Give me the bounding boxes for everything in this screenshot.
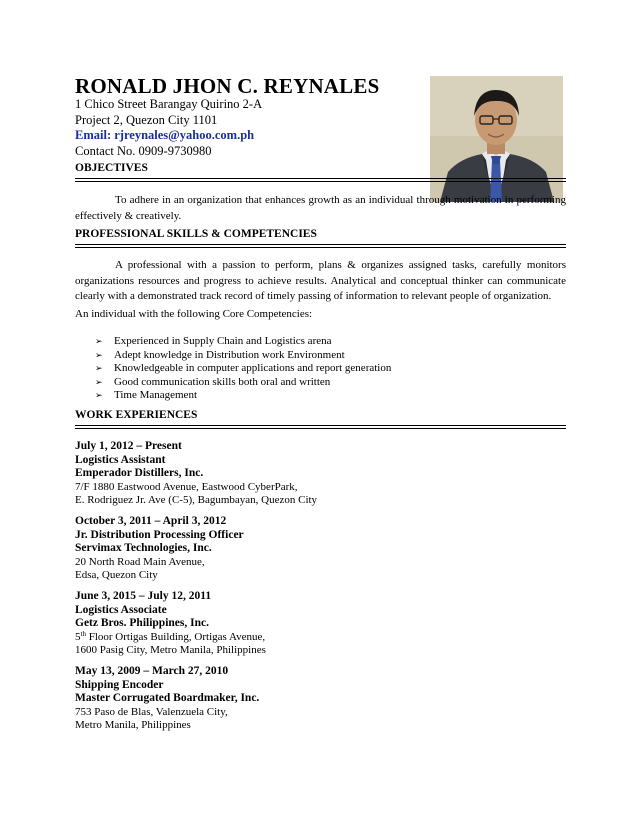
list-item bbox=[95, 349, 391, 363]
objectives-title: OBJECTIVES bbox=[75, 162, 148, 174]
arrow-bullet-icon: ➢ bbox=[95, 390, 103, 400]
job-company: Servimax Technologies, Inc. bbox=[75, 542, 212, 554]
job-address-2: E. Rodriguez Jr. Ave (C-5), Bagumbayan, Quezon City bbox=[75, 494, 318, 506]
applicant-photo bbox=[430, 76, 563, 202]
job-company: Getz Bros. Philippines, Inc. bbox=[75, 617, 209, 629]
applicant-name: RONALD JHON C. REYNALES bbox=[75, 74, 380, 98]
floor-number: 5 bbox=[75, 630, 81, 643]
email-line[interactable]: Email: rjreynales@yahoo.com.ph bbox=[75, 128, 255, 142]
skills-body: A professional with a passion to perform, plans & organizes assigned tasks, carefully monitors organizations resources and progress to achieve results. Analytical and conceptual thinker can communicate clearly with a demonstrated track record of timely passing of information to relevant people of organization. bbox=[75, 259, 566, 302]
competency-text: Good communication skills both oral and written bbox=[114, 375, 331, 388]
job-company: Master Corrugated Boardmaker, Inc. bbox=[75, 692, 260, 704]
arrow-bullet-icon: ➢ bbox=[95, 363, 103, 373]
job-address-1 bbox=[75, 631, 266, 645]
skills-title: PROFESSIONAL SKILLS & COMPETENCIES bbox=[75, 228, 317, 240]
competencies-intro: An individual with the following Core Competencies: bbox=[75, 308, 313, 320]
competency-text: Time Management bbox=[114, 389, 197, 401]
job-dates: May 13, 2009 – March 27, 2010 bbox=[75, 665, 229, 677]
arrow-bullet-icon: ➢ bbox=[95, 376, 103, 387]
job-dates: July 1, 2012 – Present bbox=[75, 440, 182, 452]
competency-text: Knowledgeable in computer applications and report generation bbox=[114, 362, 392, 374]
job-address-2: Metro Manila, Philippines bbox=[75, 719, 191, 731]
list-item bbox=[95, 362, 391, 376]
job-address-1: 20 North Road Main Avenue, bbox=[75, 555, 205, 568]
job-position: Shipping Encoder bbox=[75, 678, 164, 691]
arrow-bullet-icon: ➢ bbox=[95, 349, 103, 360]
contact-number: Contact No. 0909-9730980 bbox=[75, 143, 212, 158]
job-position: Logistics Assistant bbox=[75, 453, 166, 466]
job-dates: June 3, 2015 – July 12, 2011 bbox=[75, 590, 212, 602]
address-line-1: 1 Chico Street Barangay Quirino 2-A bbox=[75, 97, 263, 111]
list-item bbox=[95, 335, 391, 349]
job-address-2: Edsa, Quezon City bbox=[75, 569, 158, 581]
competency-list bbox=[95, 335, 391, 403]
job-entry bbox=[75, 440, 317, 508]
job-address-1: 753 Paso de Blas, Valenzuela City, bbox=[75, 705, 228, 718]
floor-suffix: th bbox=[80, 629, 86, 638]
job-entry bbox=[75, 590, 266, 658]
objectives-text bbox=[75, 193, 566, 224]
job-position: Logistics Associate bbox=[75, 603, 167, 616]
address-line-2: Project 2, Quezon City 1101 bbox=[75, 112, 218, 127]
competency-text: Experienced in Supply Chain and Logistics arena bbox=[114, 335, 332, 347]
address-rest: Floor Ortigas Building, Ortigas Avenue, bbox=[85, 630, 266, 643]
job-address-1: 7/F 1880 Eastwood Avenue, Eastwood CyberPark, bbox=[75, 480, 298, 493]
list-item bbox=[95, 376, 391, 390]
job-entry bbox=[75, 515, 244, 583]
list-item bbox=[95, 389, 391, 403]
objectives-divider bbox=[75, 178, 566, 182]
work-divider bbox=[75, 425, 566, 429]
job-company: Emperador Distillers, Inc. bbox=[75, 467, 204, 479]
arrow-bullet-icon: ➢ bbox=[95, 336, 103, 346]
contact-block bbox=[75, 97, 262, 159]
skills-divider bbox=[75, 244, 566, 248]
competency-text: Adept knowledge in Distribution work Environment bbox=[114, 348, 345, 361]
objectives-body: To adhere in an organization that enhances growth as an individual through motivation in performing effectively & creatively. bbox=[75, 194, 566, 222]
job-position: Jr. Distribution Processing Officer bbox=[75, 528, 244, 541]
job-entry bbox=[75, 665, 259, 733]
job-dates: October 3, 2011 – April 3, 2012 bbox=[75, 515, 227, 527]
skills-text bbox=[75, 258, 566, 305]
work-title: WORK EXPERIENCES bbox=[75, 409, 198, 421]
job-address-2: 1600 Pasig City, Metro Manila, Philippines bbox=[75, 644, 266, 656]
